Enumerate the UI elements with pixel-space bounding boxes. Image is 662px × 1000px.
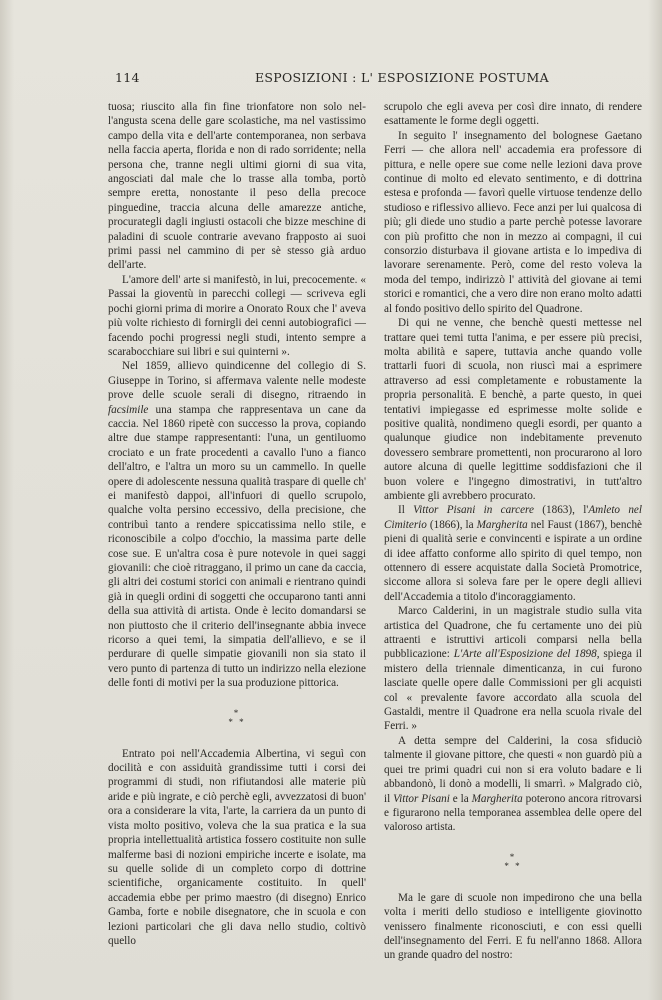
paragraph: Il Vittor Pisani in carcere (1863), l'Amleto nel Cimiterio (1866), la Margherita nel Faust (1867), benchè pieni di qualità serie e convincenti e ispirate a un ordine di idee affatto conforme allo spirito di quel tempo, non ottennero di essere acquistate dalla Società Promotrice, siccome allora si soleva fare per le opere degli allievi dell'Accademia a titolo d'incoraggiamento. — [384, 504, 643, 603]
paragraph: In seguito l' insegnamento del bolognese Gaetano Ferri — che allora nell' accademia era professore di pittura, e nelle opere sue come nelle lezioni dava prove continue di molto ed elevato sentimento, e di dottrina estesa e profonda — favorì quelle virtuose tendenze dello studioso e riflessivo allievo. Fece anzi per lui qualcosa di più; gli diede uno studio a parte perchè potesse lavorare con più profitto che non in mezzo ai compagni, il cui consorzio disturbava il giovane artista e lo impediva di lavorare serenamente. Però, come del resto voleva la moda del tempo, indirizzò l' attività del giovane ai temi storici e romantici, che a vero dire non erano molto adatti al fondo positivo dello spirito del Quadrone. — [384, 129, 642, 315]
paragraph: A detta sempre del Calderini, la cosa sfiduciò talmente il giovane pittore, che questi « non guardò più a quei tre primi quadri cui non si era voluto badare e li abbandonò, li donò a modelli, li smarrì. » Malgrado ciò, il Vittor Pisani e la Margherita poterono ancora ritrovarsi e figurarono nella temporanea assemblea delle opere del valoroso artista. — [384, 734, 642, 834]
paragraph: Marco Calderini, in un magistrale studio sulla vita artistica del Quadrone, che fu certamente uno dei più attraenti e istruttivi articoli comparsi nella bella pubblicazione: L'Arte all'Esposizione del 1898, spiega il mistero della triennale dimenticanza, in cui furono lasciate quelle opere dalle Commissioni per gli acquisti col « prevalente favore accordato alla scuola del Gastaldi, mentre il Quadrone era nella scuola rivale del Ferri. » — [384, 605, 642, 733]
paragraph: Ma le gare di scuole non impedirono che una bella volta i meriti dello studioso e intelligente giovinotto venissero finalmente riconosciuti, e con essi quelli dell'insegnamento del Ferri. E fu nell'anno 1868. Allora un grande quadro del nostro: — [384, 891, 642, 962]
paragraph: Entrato poi nell'Accademia Albertina, vi seguì con docilità e con assiduità grandissime tutti i corsi dei programmi di studi, non rifiutandosi alle materie più aride e più ingrate, e ciò perchè egli, avvezzatosi di buon' ora a considerare la vita, l'arte, la carriera da un punto di vista molto positivo, voleva che la sua pratica e la sua propria intellettualità artistica fossero costituite non sulle malferme basi di nozioni empiriche incerte e isolate, ma su quelle solide di un completo corpo di dottrine scientifiche, organicamente costituito. In quell' accademia ebbe per primo maestro (di disegno) Enrico Gamba, forte e nobile disegnatore, che in scuola e con lezioni particolari che gli dava nello studio, coltivò quello — [108, 747, 366, 947]
paragraph: Di qui ne venne, che benchè questi mettesse nel trattare quei temi tutta l'anima, e per essere più precisi, molta abilità e sapere, tuttavia anche quando volle trattarli fuori di scuola, non riuscì mai a esprimere attraverso ad essi completamente e robustamente la propria personalità. E benchè, a parte questo, in quei tentativi impiegasse ed esprimesse molte solide e positive qualità, nondimeno quegli esordi, per quanto a qualunque giudice non indebitamente prevenuto dovessero sembrare promettenti, non procurarono al loro autore alcuna di quelle legittime soddisfazioni che il buon volere e l'ingegno dimostrativi, in tutt'altro ambiente gli avrebbero procurato. — [384, 317, 642, 502]
paragraph: Nel 1859, allievo quindicenne del collegio di S. Giuseppe in Torino, si affermava valente nelle modeste prove delle scuole serali di disegno, ritraendo in facsimile una stampa che rappresentava un cane da caccia. Nel 1860 ripetè con successo la prova, copiando altre due stampe rappresentanti: l'una, un gentiluomo crociato e un frate procedenti a cavallo l'uno a fianco dell'altro, e l'altra un moro su un cammello. In quelle opere di adolescente nessuna qualità traspare di quelle ch' ei manifestò dappoi, all'infuori di quello scrupolo, qualche volta persino eccessivo, della precisione, che contribuì tanto a rendere spiccatissima nello stile, e riconoscibile a colpo d'occhio, la massima parte delle cose sue. E un'altra cosa è pure notevole in quei saggi giovanili: che cioè ritraggano, il primo un cane da caccia, gli altri dei costumi storici con animali e rientrano quindi già in quegli ordini di soggetti che occuparono tanti anni della sua attività di artista. Onde è lecito domandarsi se non piuttosto che il criterio dell'insegnante abbia invece ricorso a quei temi, la simpatia dell'allievo, e se il perdurare di quelle simpatie giovanili non sia stato il vero punto di partenza di tutto un indirizzo nella elezione delle fonti di motivi per la sua produzione pittorica. — [108, 360, 366, 690]
paragraph: L'amore dell' arte si manifestò, in lui, precocemente. « Passai la gioventù in parecchi collegi — scriveva egli pochi giorni prima di morire a Onorato Roux che l' aveva più volte richiesto di fornirgli dei cenni autobiografici — facendo pochi progressi negli studi, intento sempre a scarabocchiare sui libri e sui quinterni ». — [108, 273, 366, 358]
section-ornament: * * * — [504, 851, 522, 871]
right-column — [384, 100, 642, 963]
paragraph: scrupolo che egli aveva per così dire innato, di rendere esattamente le forme degli oggetti. — [384, 101, 642, 128]
left-column — [108, 100, 366, 948]
running-title: ESPOSIZIONI : L' ESPOSIZIONE POSTUMA — [255, 70, 549, 85]
page-header — [115, 70, 632, 88]
section-ornament: * * * — [228, 707, 246, 727]
paragraph: tuosa; riuscito alla fin fine trionfatore non solo nell'angusta scena delle gare scolastiche, ma nel vastissimo campo della vita e dell'arte contemporanea, non serbava nella faccia aperta, florida e non di rado sorridente; nella persona che, tranne negli ultimi giorni di sua vita, angosciati dal male che lo trasse alla tomba, portò sempre eretta, nonostante il peso della precoce pinguedine, traccia alcuna delle amarezze antiche, procurategli dagli ingiusti ostacoli che bizze meschine di paladini di scuole contrarie avevano frapposto ai suoi primi passi nel cammino di per sè stesso già arduo dell'arte. — [108, 101, 366, 272]
page-number: 114 — [115, 70, 140, 85]
scan-shadow-right — [648, 0, 662, 1000]
scan-shadow-left — [0, 0, 14, 1000]
